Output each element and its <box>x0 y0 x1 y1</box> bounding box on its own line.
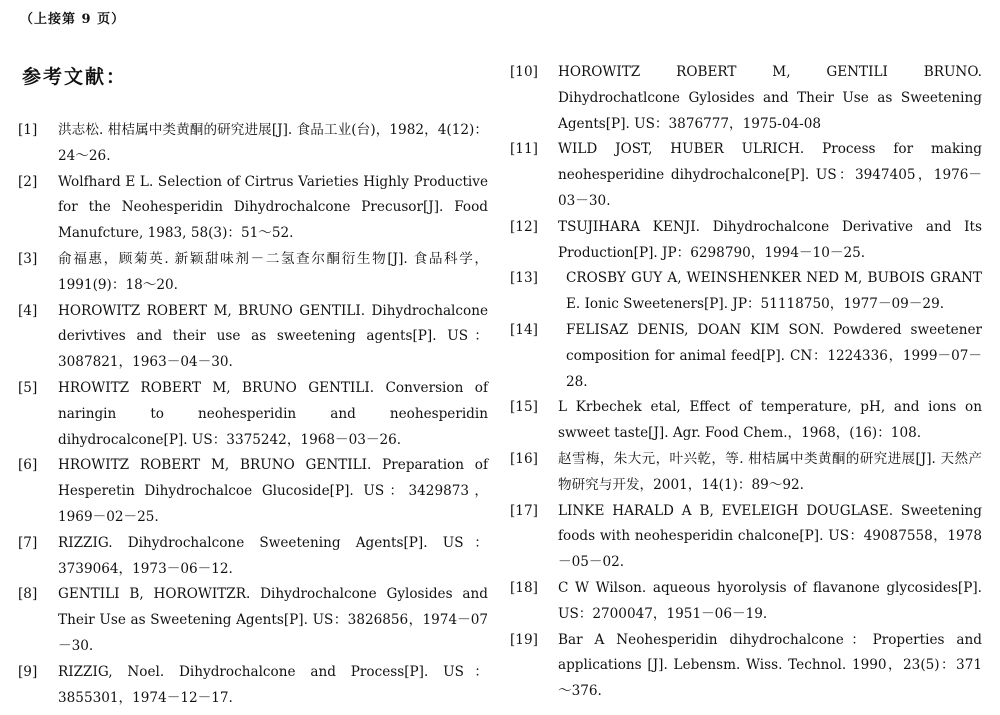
reference-text: CROSBY GUY A, WEINSHENKER NED M, BUBOIS GRANT E. Ionic Sweeteners[P]. JP：51118750，1977－09－29. <box>566 270 982 313</box>
reference-text: HROWITZ ROBERT M, BRUNO GENTILI. Preparation of Hesperetin Dihydrochalcoe Glucoside[P]. US：3429873，1969－02－25. <box>58 457 488 525</box>
reference-number: [1] <box>18 122 38 138</box>
reference-item <box>510 60 982 137</box>
reference-item <box>510 266 982 318</box>
reference-text: FELISAZ DENIS, DOAN KIM SON. Powdered sweetener composition for animal feed[P]. CN：1224336，1999－07－28. <box>566 321 982 390</box>
reference-text: GENTILI B, HOROWITZR. Dihydrochalcone Gylosides and Their Use as Sweetening Agents[P]. US：3826856，1974－07－30. <box>58 586 488 654</box>
references-heading: 参考文献： <box>22 66 128 88</box>
reference-item <box>510 318 982 395</box>
reference-text: HOROWITZ ROBERT M, GENTILI BRUNO. Dihydrochatlcone Gylosides and Their Use as Sweetening Agents[P]. US：3876777，1975-04-08 <box>558 64 982 132</box>
reference-number: [17] <box>510 502 538 519</box>
reference-number: [14] <box>510 321 538 338</box>
reference-item <box>18 531 488 583</box>
reference-number: [8] <box>18 586 38 603</box>
reference-text: RIZZIG, Noel. Dihydrochalcone and Process[P]. US：3855301，1974－12－17. <box>58 663 488 706</box>
reference-text: C W Wilson. aqueous hyorolysis of flavanone glycosides[P]. US：2700047，1951－06－19. <box>558 579 982 622</box>
reference-item <box>18 299 488 376</box>
reference-item <box>510 215 982 267</box>
reference-number: [13] <box>510 270 538 287</box>
continued-note: （上接第 9 页） <box>20 12 126 27</box>
reference-text: TSUJIHARA KENJI. Dihydrochalcone Derivative and Its Production[P]. JP：6298790，1994－10－25. <box>558 218 982 261</box>
reference-item <box>510 137 982 214</box>
reference-item <box>18 247 488 299</box>
reference-text: Bar A Neohesperidin dihydrochalcone：Properties and applications [J]. Lebensm. Wiss. Technol. 1990，23(5)：371～376. <box>558 631 982 700</box>
reference-item <box>510 395 982 447</box>
references-left-column <box>18 118 488 711</box>
reference-text: RIZZIG. Dihydrochalcone Sweetening Agents[P]. US：3739064，1973－06－12. <box>58 534 488 577</box>
reference-item <box>510 576 982 628</box>
reference-number: [19] <box>510 631 538 648</box>
reference-item <box>18 376 488 453</box>
reference-item <box>18 582 488 659</box>
reference-text: 洪志松. 柑桔属中类黄酮的研究进展[J]. 食品工业(台)，1982，4(12)：24～26. <box>58 122 488 164</box>
reference-number: [7] <box>18 534 38 551</box>
reference-item <box>510 447 982 499</box>
reference-text: LINKE HARALD A B, EVELEIGH DOUGLASE. Sweetening foods with neohesperidin chalcone[P]. US：49087558，1978－05－02. <box>558 502 982 571</box>
reference-number: [5] <box>18 379 38 396</box>
reference-text: HOROWITZ ROBERT M, BRUNO GENTILI. Dihydrochalcone derivtives and their use as sweetening agents[P]. US：3087821，1963－04－30. <box>58 302 488 371</box>
reference-item <box>18 453 488 530</box>
references-right-column <box>510 60 982 705</box>
reference-number: [4] <box>18 302 38 319</box>
reference-number: [11] <box>510 141 538 158</box>
reference-number: [3] <box>18 250 38 267</box>
reference-item <box>18 660 488 712</box>
reference-item <box>18 170 488 247</box>
reference-number: [2] <box>18 173 38 190</box>
reference-number: [12] <box>510 218 538 235</box>
reference-text: L Krbechek etal, Effect of temperature, pH, and ions on swweet taste[J]. Agr. Food Chem.，1968，(16)：108. <box>558 399 982 442</box>
reference-number: [10] <box>510 64 538 80</box>
reference-item <box>18 118 488 170</box>
reference-text: 赵雪梅，朱大元，叶兴乾，等. 柑桔属中类黄酮的研究进展[J]. 天然产物研究与开发，2001，14(1)：89～92. <box>558 450 982 493</box>
reference-text: HROWITZ ROBERT M, BRUNO GENTILI. Conversion of naringin to neohesperidin and neohesperidin dihydrocalcone[P]. US：3375242，1968－03－26. <box>58 379 488 448</box>
reference-number: [18] <box>510 579 538 596</box>
reference-item <box>510 499 982 576</box>
reference-number: [16] <box>510 450 538 467</box>
reference-text: 俞福惠，顾菊英. 新颖甜味剂－二氢查尔酮衍生物[J]. 食品科学，1991(9)：18～20. <box>58 250 488 293</box>
reference-number: [9] <box>18 663 38 680</box>
reference-item <box>510 628 982 705</box>
reference-number: [6] <box>18 457 38 474</box>
reference-text: WILD JOST, HUBER ULRICH. Process for making neohesperidine dihydrochalcone[P]. US：3947405，1976－03－30. <box>558 141 982 209</box>
reference-text: Wolfhard E L. Selection of Cirtrus Varieties Highly Productive for the Neohesperidin Dihydrochalcone Precusor[J]. Food Manufcture, 1983, 58(3)：51～52. <box>58 173 488 242</box>
reference-number: [15] <box>510 399 538 416</box>
